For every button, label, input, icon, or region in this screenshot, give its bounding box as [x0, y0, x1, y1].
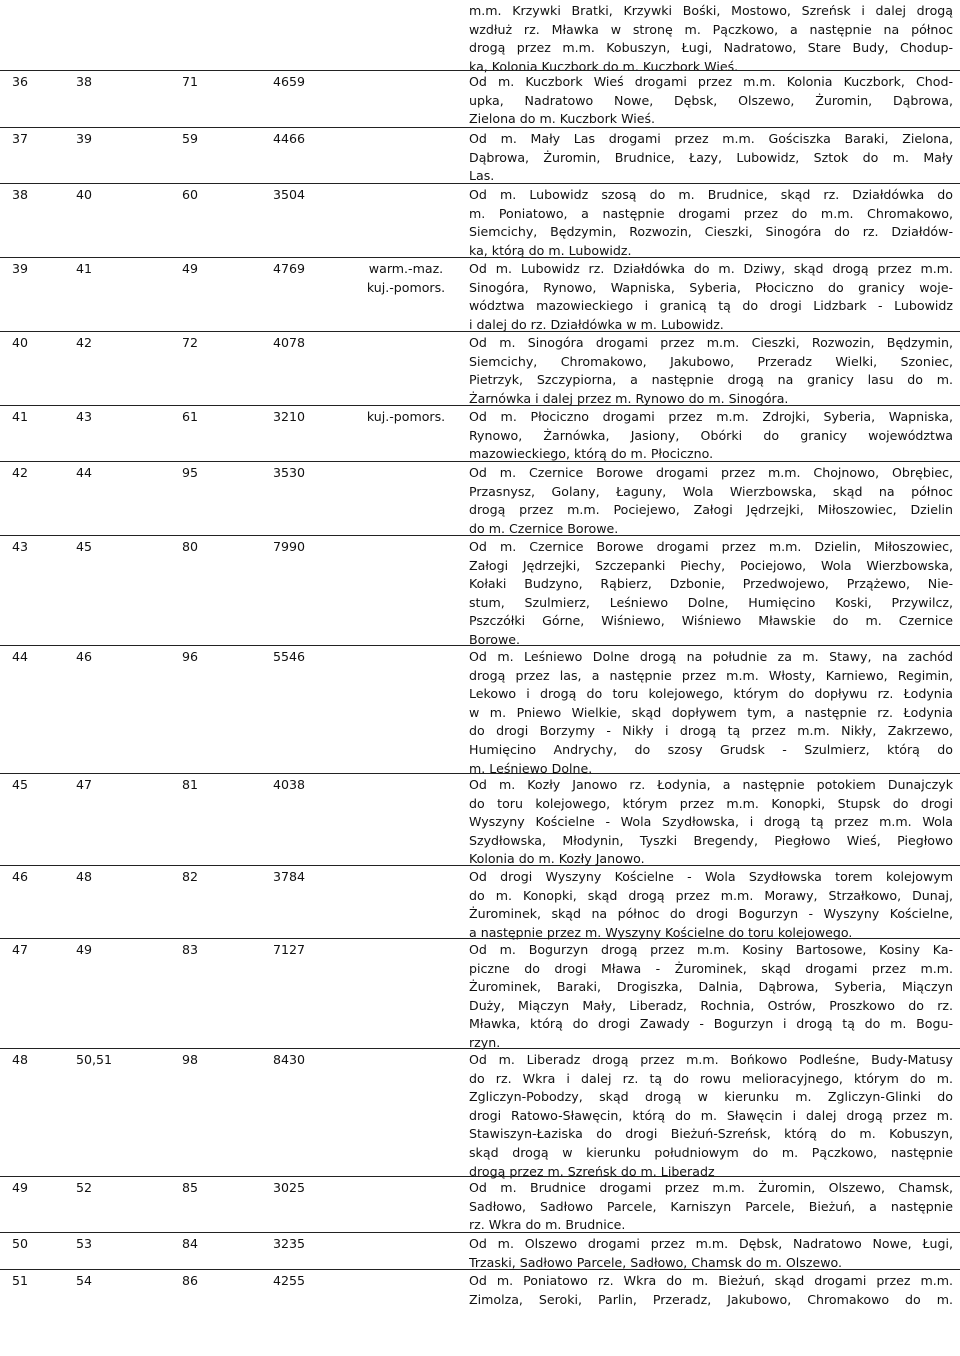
description-line: do toru kolejowego, którym przez m.m. Konopki, Stupsk do drogi — [469, 795, 953, 811]
row-number: 46 — [12, 869, 29, 884]
description-line: Pszczółki Górne, Wiśniewo, Wiśniewo Mławskie do m. Czernice — [469, 613, 953, 629]
length-value: 7990 — [273, 539, 306, 554]
table-row — [0, 70, 960, 127]
row-number: 38 — [12, 187, 29, 202]
length-value: 4769 — [273, 261, 306, 276]
row-number: 50 — [12, 1236, 29, 1251]
area-value: 59 — [182, 131, 199, 146]
length-value: 3784 — [273, 869, 306, 884]
description-line: Zielona do m. Kuczbork Wieś. — [469, 111, 656, 127]
description-line: Od m. Czernice Borowe drogami przez m.m. Chojnowo, Obrębiec, — [469, 465, 953, 480]
area-value: 81 — [182, 777, 199, 792]
route-description — [469, 1051, 953, 1181]
description-line: drogą przez las, a następnie przez m.m. Włosty, Karniewo, Regimin, — [469, 667, 953, 683]
length-value: 4078 — [273, 335, 306, 350]
row-number: 37 — [12, 131, 29, 146]
area-value: 84 — [182, 1236, 199, 1251]
route-description — [469, 130, 953, 186]
description-line: Od m. Leśniewo Dolne drogą na południe za m. Stawy, na zachód — [469, 649, 953, 664]
description-line: Od m. Mały Las drogami przez m.m. Gościszka Baraki, Zielona, — [469, 131, 953, 146]
area-value: 95 — [182, 465, 199, 480]
section-number: 41 — [76, 261, 93, 276]
route-description — [469, 2, 953, 76]
table-row — [0, 461, 960, 535]
description-line: Od m. Bogurzyn drogą przez m.m. Kosiny Bartosowe, Kosiny Ka- — [469, 942, 953, 957]
description-line: Od m. Poniatowo rz. Wkra do m. Bieżuń, skąd drogami przez m.m. — [469, 1273, 953, 1288]
section-number: 47 — [76, 777, 93, 792]
description-line: Od m. Olszewo drogami przez m.m. Dębsk, Nadratowo Nowe, Ługi, — [469, 1236, 953, 1251]
description-line: ka, którą do m. Lubowidz. — [469, 242, 632, 258]
description-line: Od m. Lubowidz rz. Działdówka do m. Dziwy, skąd drogą przez m.m. — [469, 261, 953, 276]
length-value: 4255 — [273, 1273, 306, 1288]
length-value: 4466 — [273, 131, 306, 146]
section-number: 38 — [76, 74, 93, 89]
area-value: 82 — [182, 869, 199, 884]
length-value: 3530 — [273, 465, 306, 480]
description-line: rzyn. — [469, 1034, 501, 1050]
area-value: 71 — [182, 74, 199, 89]
route-description — [469, 776, 953, 869]
description-line: do drogi Borzymy - Nikły i drogą tą przez m.m. Nikły, Zakrzewo, — [469, 723, 953, 739]
description-line: Mławka, którą do drogi Zawady - Bogurzyn i drogą tą do m. Bogu- — [469, 1016, 953, 1032]
description-line: wództwa mazowieckiego i granicą tą do drogi Lidzbark - Lubowidz — [469, 298, 953, 314]
description-line: Trzaski, Sadłowo Parcele, Sadłowo, Chamsk do m. Olszewo. — [469, 1254, 842, 1270]
description-line: skąd drogą w kierunku południowym do m. Pączkowo, następnie — [469, 1144, 953, 1160]
route-description — [469, 941, 953, 1053]
row-number: 44 — [12, 649, 29, 664]
section-number: 46 — [76, 649, 93, 664]
row-number: 45 — [12, 777, 29, 792]
description-line: Kolonia do m. Kozły Janowo. — [469, 851, 645, 867]
table-row — [0, 1176, 960, 1232]
description-line: drogą przez m. Szreńsk do m. Liberadz — [469, 1163, 715, 1179]
description-line: Dąbrowa, Żuromin, Brudnice, Łazy, Lubowidz, Sztok do m. Mały — [469, 149, 953, 165]
length-value: 8430 — [273, 1052, 306, 1067]
route-description — [469, 260, 953, 334]
description-line: Żarnówka i dalej przez m. Rynowo do m. Sinogóra. — [469, 390, 789, 406]
table-row — [0, 773, 960, 865]
description-line: drogą przez m.m. Pociejewo, Załogi Jędrzejki, Miłoszowiec, Dzielin — [469, 502, 953, 518]
row-number: 43 — [12, 539, 29, 554]
row-number: 48 — [12, 1052, 29, 1067]
description-line: Od m. Liberadz drogą przez m.m. Bońkowo Podleśne, Budy-Matusy — [469, 1052, 953, 1067]
section-number: 39 — [76, 131, 93, 146]
route-description — [469, 1179, 953, 1235]
length-value: 3504 — [273, 187, 306, 202]
description-line: Stawiszyn-Łaziska do drogi Bieżuń-Szreńsk, którą do m. Kobuszyn, — [469, 1126, 953, 1142]
voivodeship: warm.-maz. kuj.-pomors. — [366, 261, 446, 295]
area-value: 72 — [182, 335, 199, 350]
section-number: 54 — [76, 1273, 93, 1288]
row-number: 41 — [12, 409, 29, 424]
row-number: 49 — [12, 1180, 29, 1195]
description-line: do rz. Wkra i dalej rz. tą do rowu melioracyjnego, którym do m. — [469, 1070, 953, 1086]
description-line: do m. Konopki, skąd drogą przez m.m. Morawy, Strzałkowo, Dunaj, — [469, 887, 953, 903]
area-value: 85 — [182, 1180, 199, 1195]
route-description — [469, 464, 953, 538]
table-row — [0, 331, 960, 405]
section-number: 52 — [76, 1180, 93, 1195]
section-number: 44 — [76, 465, 93, 480]
table-row — [0, 127, 960, 183]
description-line: Duży, Miączyn Mały, Liberadz, Rochnia, Ostrów, Proszkowo do rz. — [469, 997, 953, 1013]
description-line: Kołaki Budzyno, Rąbierz, Dzbonie, Przedwojewo, Przążewo, Nie- — [469, 576, 953, 592]
area-value: 61 — [182, 409, 199, 424]
description-line: m.m. Krzywki Bratki, Krzywki Bośki, Mostowo, Szreńsk i dalej drogą — [469, 3, 953, 18]
description-line: drogi Ratowo-Sławęcin, którą do m. Sławęcin i dalej drogą przez m. — [469, 1107, 953, 1123]
table-row — [0, 645, 960, 776]
description-line: Od m. Płociczno drogami przez m.m. Zdrojki, Syberia, Wapniska, — [469, 409, 953, 424]
description-line: Od m. Kuczbork Wieś drogami przez m.m. Kolonia Kuczbork, Chod- — [469, 74, 953, 89]
table-row — [0, 865, 960, 938]
description-line: wzdłuż rz. Mławka w stronę m. Pączkowo, a następnie na północ — [469, 21, 953, 37]
description-line: Sadłowo, Sadłowo Parcele, Karniszyn Parcele, Bieżuń, a następnie — [469, 1198, 953, 1214]
area-value: 96 — [182, 649, 199, 664]
table-row — [0, 938, 960, 1048]
length-value: 3235 — [273, 1236, 306, 1251]
description-line: Wyszyny Kościelne - Wola Szydłowska, i drogą tą przez m.m. Wola — [469, 814, 953, 830]
route-description — [469, 1235, 953, 1272]
table-row — [0, 535, 960, 645]
description-line: Siemcichy, Będzymin, Rozwozin, Cieszki, Sinogóra do rz. Działdów- — [469, 224, 953, 240]
route-description — [469, 73, 953, 129]
table-row — [0, 1048, 960, 1179]
description-line: Przasnysz, Golany, Łaguny, Wola Wierzbowska, skąd na północ — [469, 483, 953, 499]
description-line: rz. Wkra do m. Brudnice. — [469, 1217, 626, 1233]
length-value: 5546 — [273, 649, 306, 664]
row-number: 40 — [12, 335, 29, 350]
description-line: Siemcichy, Chromakowo, Jakubowo, Przeradz Wielki, Szoniec, — [469, 353, 953, 369]
table-row — [0, 183, 960, 257]
description-line: Od m. Kozły Janowo rz. Łodynia, a następnie potokiem Dunajczyk — [469, 777, 953, 792]
length-value: 3210 — [273, 409, 306, 424]
section-number: 40 — [76, 187, 93, 202]
area-value: 80 — [182, 539, 199, 554]
area-value: 49 — [182, 261, 199, 276]
section-number: 50,51 — [76, 1052, 113, 1067]
route-description — [469, 1272, 953, 1309]
table-row — [0, 1269, 960, 1309]
route-description — [469, 334, 953, 408]
description-line: do m. Czernice Borowe. — [469, 520, 619, 536]
description-line: stum, Szulmierz, Leśniewo Dolne, Humięcino Koski, Przywilcz, — [469, 594, 953, 610]
length-value: 7127 — [273, 942, 306, 957]
section-number: 45 — [76, 539, 93, 554]
row-number: 47 — [12, 942, 29, 957]
row-number: 51 — [12, 1273, 29, 1288]
description-line: Żurominek, skąd na północ do drogi Bogurzyn - Wyszyny Kościelne, — [469, 906, 953, 922]
section-number: 42 — [76, 335, 93, 350]
description-line: Sinogóra, Rynowo, Wapniska, Syberia, Płociczno do granicy woje- — [469, 279, 953, 295]
section-number: 49 — [76, 942, 93, 957]
table-row — [0, 405, 960, 461]
description-line: Borowe. — [469, 631, 521, 647]
length-value: 4038 — [273, 777, 306, 792]
route-description — [469, 186, 953, 260]
route-description — [469, 648, 953, 778]
description-line: i dalej do rz. Działdówka w m. Lubowidz. — [469, 316, 724, 332]
route-description — [469, 868, 953, 942]
description-line: Rynowo, Żarnówka, Jasiony, Obórki do granicy województwa — [469, 427, 953, 443]
description-line: Załogi Jędrzejki, Szczepanki Piechy, Pociejowo, Wola Wierzbowska, — [469, 557, 953, 573]
description-line: Szydłowska, Młodynin, Tyszki Bregendy, Piegłowo Wieś, Piegłowo — [469, 832, 953, 848]
description-line: Od drogi Wyszyny Kościelne - Wola Szydłowska torem kolejowym — [469, 869, 953, 884]
route-description — [469, 538, 953, 650]
area-value: 86 — [182, 1273, 199, 1288]
description-line: Humięcino Andrychy, do szosy Grudsk - Szulmierz, którą do — [469, 741, 953, 757]
description-line: mazowieckiego, którą do m. Płociczno. — [469, 446, 714, 462]
table-row — [0, 257, 960, 331]
table-row — [0, 0, 960, 74]
description-line: Od m. Lubowidz szosą do m. Brudnice, skąd rz. Działdówka do — [469, 187, 953, 202]
description-line: Las. — [469, 168, 495, 184]
length-value: 4659 — [273, 74, 306, 89]
description-line: drogą przez m.m. Kobuszyn, Ługi, Nadratowo, Stare Budy, Chodup- — [469, 40, 953, 56]
description-line: Pietrzyk, Szczypiorna, a następnie drogą na granicy lasu do m. — [469, 372, 953, 388]
description-line: w m. Pniewo Wielkie, skąd dopływem tym, a następnie rz. Łodynia — [469, 704, 953, 720]
length-value: 3025 — [273, 1180, 306, 1195]
description-line: Od m. Czernice Borowe drogami przez m.m. Dzielin, Miłoszowiec, — [469, 539, 953, 554]
route-description — [469, 408, 953, 464]
area-value: 98 — [182, 1052, 199, 1067]
table-row — [0, 1232, 960, 1269]
description-line: ka, Kolonia Kuczbork do m. Kuczbork Wieś. — [469, 58, 739, 74]
description-line: Lekowo i drogą do toru kolejowego, którym do dopływu rz. Łodynia — [469, 686, 953, 702]
area-value: 83 — [182, 942, 199, 957]
description-line: upka, Nadratowo Nowe, Dębsk, Olszewo, Żuromin, Dąbrowa, — [469, 92, 953, 108]
description-line: Żurominek, Baraki, Drogiszka, Dalnia, Dąbrowa, Syberia, Miączyn — [469, 979, 953, 995]
description-line: piczne do drogi Mława - Żurominek, skąd drogami przez m.m. — [469, 960, 953, 976]
section-number: 48 — [76, 869, 93, 884]
voivodeship: kuj.-pomors. — [366, 409, 446, 424]
row-number: 36 — [12, 74, 29, 89]
area-value: 60 — [182, 187, 199, 202]
row-number: 39 — [12, 261, 29, 276]
description-line: Od m. Brudnice drogami przez m.m. Żuromin, Olszewo, Chamsk, — [469, 1180, 953, 1195]
description-line: m. Poniatowo, a następnie drogami przez do m.m. Chromakowo, — [469, 205, 953, 221]
description-line: Zgliczyn-Pobodzy, skąd drogą w kierunku m. Zgliczyn-Glinki do — [469, 1089, 953, 1105]
description-line: a następnie przez m. Wyszyny Kościelne do toru kolejowego. — [469, 924, 853, 940]
description-line: m. Leśniewo Dolne. — [469, 760, 593, 776]
description-line: Od m. Sinogóra drogami przez m.m. Cieszki, Rozwozin, Będzymin, — [469, 335, 953, 350]
section-number: 53 — [76, 1236, 93, 1251]
row-number: 42 — [12, 465, 29, 480]
section-number: 43 — [76, 409, 93, 424]
description-line: Zimolza, Seroki, Parlin, Przeradz, Jakubowo, Chromakowo do m. — [469, 1291, 953, 1307]
